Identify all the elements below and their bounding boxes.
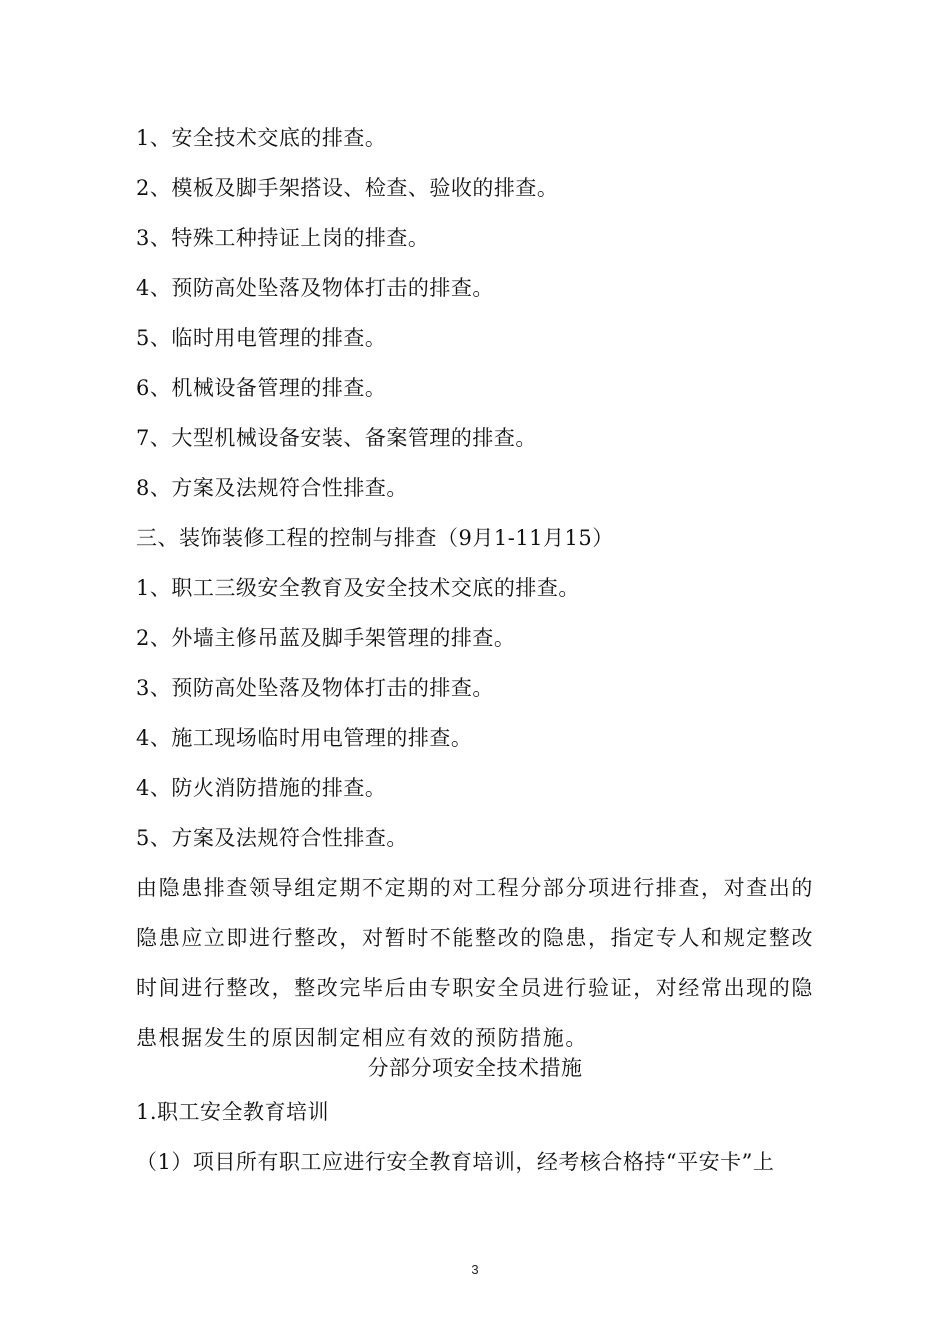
paragraph-line: 隐患应立即进行整改，对暂时不能整改的隐患，指定专人和规定整改 [136,926,814,950]
list-item: 1、安全技术交底的排查。 [136,126,387,150]
section-heading: 三、装饰装修工程的控制与排查（9月1-11月15） [136,526,614,550]
list-item: 3、特殊工种持证上岗的排查。 [136,226,430,250]
list-item: 1、职工三级安全教育及安全技术交底的排查。 [136,576,580,600]
list-item: 5、临时用电管理的排查。 [136,326,387,350]
list-item: 6、机械设备管理的排查。 [136,376,387,400]
paragraph-line: 时间进行整改，整改完毕后由专职安全员进行验证，对经常出现的隐 [136,976,814,1000]
list-item: 3、预防高处坠落及物体打击的排查。 [136,676,494,700]
paragraph-line: （1）项目所有职工应进行安全教育培训，经考核合格持“平安卡”上 [136,1150,775,1174]
page-number: 3 [471,1262,479,1277]
list-item: 4、预防高处坠落及物体打击的排查。 [136,276,494,300]
subheading: 1.职工安全教育培训 [136,1100,330,1124]
list-item: 7、大型机械设备安装、备案管理的排查。 [136,426,537,450]
list-item: 4、施工现场临时用电管理的排查。 [136,726,473,750]
paragraph-line: 由隐患排查领导组定期不定期的对工程分部分项进行排查，对查出的 [136,876,814,900]
list-item: 2、模板及脚手架搭设、检查、验收的排查。 [136,176,559,200]
section-title: 分部分项安全技术措施 [367,1056,583,1080]
list-item: 5、方案及法规符合性排查。 [136,826,408,850]
list-item: 4、防火消防措施的排查。 [136,776,387,800]
paragraph-line: 患根据发生的原因制定相应有效的预防措施。 [136,1026,588,1050]
list-item: 2、外墙主修吊蓝及脚手架管理的排查。 [136,626,516,650]
list-item: 8、方案及法规符合性排查。 [136,476,408,500]
